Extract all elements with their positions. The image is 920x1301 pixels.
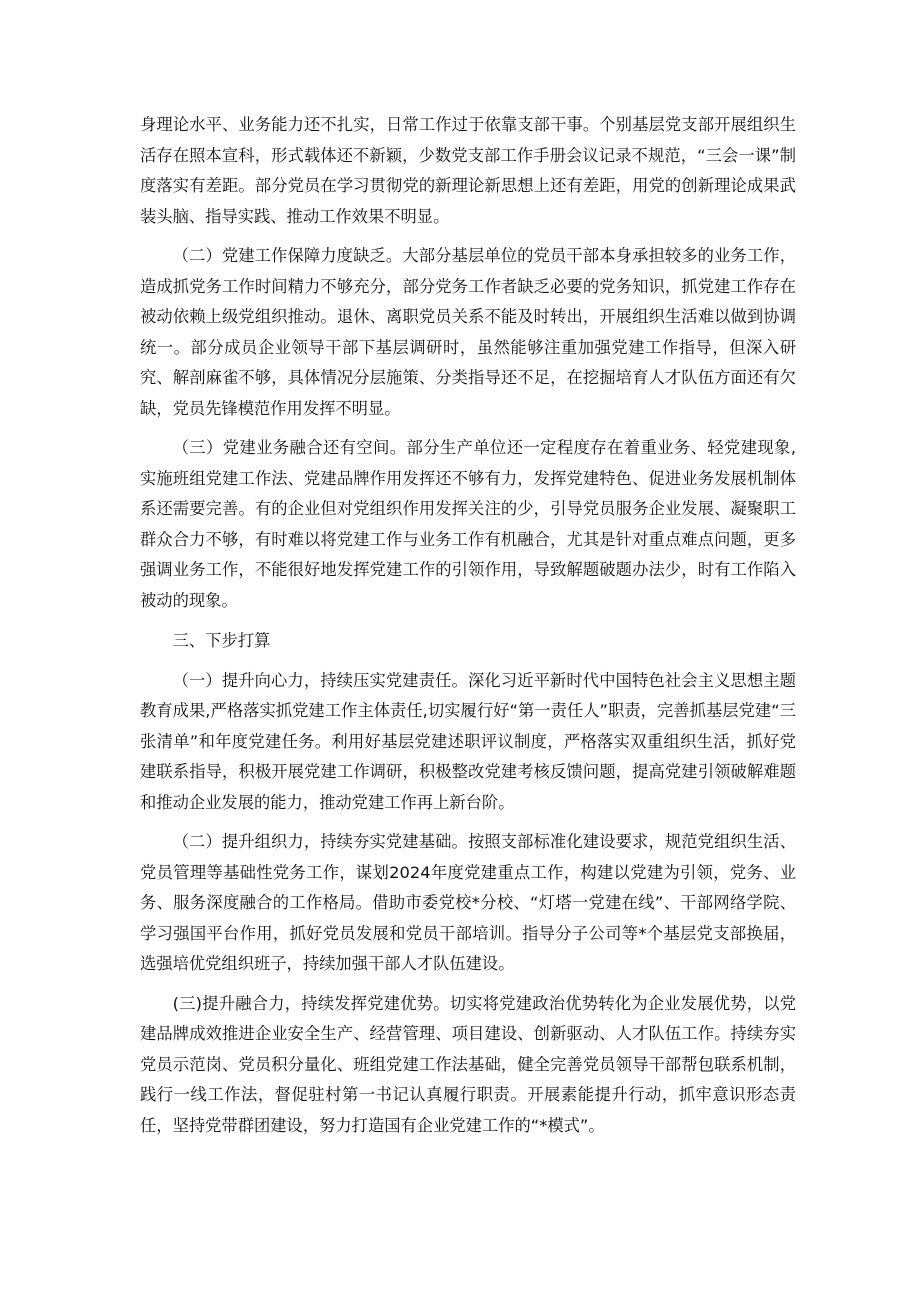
paragraph-section-3-2: （二）提升组织力，持续夯实党建基础。按照支部标准化建设要求，规范党组织生活、党员管理等基础性党务工作，谋划2024年度党建重点工作，构建以党建为引领，党务、业务、服务深度融合的工作格局。借助市委党校*分校、“灯塔一党建在线”、干部网络学院、学习强国平台作用，抓好党员发展和党员干部培训。指导分子公司等*个基层党支部换届，选强培优党组织班子，持续加强干部人才队伍建设。: [140, 832, 796, 973]
paragraph-section-3-1: （一）提升向心力，持续压实党建责任。深化习近平新时代中国特色社会主义思想主题教育成果,严格落实抓党建工作主体责任,切实履行好“第一责任人”职责，完善抓基层党建“三张清单”和年度党建任务。利用好基层党建述职评议制度，严格落实双重组织生活，抓好党建联系指导，积极开展党建工作调研，积极整改党建考核反馈问题，提高党建引领破解难题和推动企业发展的能力，推动党建工作再上新台阶。: [140, 670, 796, 812]
paragraph-section-3-3: (三)提升融合力，持续发挥党建优势。切实将党建政治优势转化为企业发展优势，以党建品牌成效推进企业安全生产、经营管理、项目建设、创新驱动、人才队伍工作。持续夯实党员示范岗、党员积分量化、班组党建工作法基础，健全完善党员领导干部帮包联系机制，践行一线工作法，督促驻村第一书记认真履行职责。开展素能提升行动，抓牢意识形态责任，坚持党带群团建设，努力打造国有企业党建工作的“*模式”。: [140, 993, 796, 1135]
paragraph-continued: 身理论水平、业务能力还不扎实，日常工作过于依靠支部干事。个别基层党支部开展组织生活存在照本宣科，形式载体还不新颖，少数党支部工作手册会议记录不规范，“三会一课”制度落实有差距。部分党员在学习贯彻党的新理论新思想上还有差距，用党的创新理论成果武装头脑、指导实践、推动工作效果不明显。: [140, 115, 796, 226]
document-body: [140, 110, 796, 1141]
paragraph-section-2-2: （二）党建工作保障力度缺乏。大部分基层单位的党员干部本身承担较多的业务工作，造成抓党务工作时间精力不够充分，部分党务工作者缺乏必要的党务知识，抓党建工作存在被动依赖上级党组织推动。退休、离职党员关系不能及时转出，开展组织生活难以做到协调统一。部分成员企业领导干部下基层调研时，虽然能够注重加强党建工作指导，但深入研究、解剖麻雀不够，具体情况分层施策、分类指导还不足，在挖掘培育人才队伍方面还有欠缺，党员先锋模范作用发挥不明显。: [140, 246, 796, 418]
section-heading-3: 三、下步打算: [172, 631, 271, 650]
paragraph-section-2-3: （三）党建业务融合还有空间。部分生产单位还一定程度存在着重业务、轻党建现象,实施班组党建工作法、党建品牌作用发挥还不够有力，发挥党建特色、促进业务发展机制体系还需要完善。有的企业但对党组织作用发挥关注的少，引导党员服务企业发展、凝聚职工群众合力不够，有时难以将党建工作与业务工作有机融合，尤其是针对重点难点问题，更多强调业务工作，不能很好地发挥党建工作的引领作用，导致解题破题办法少，时有工作陷入被动的现象。: [140, 438, 796, 610]
